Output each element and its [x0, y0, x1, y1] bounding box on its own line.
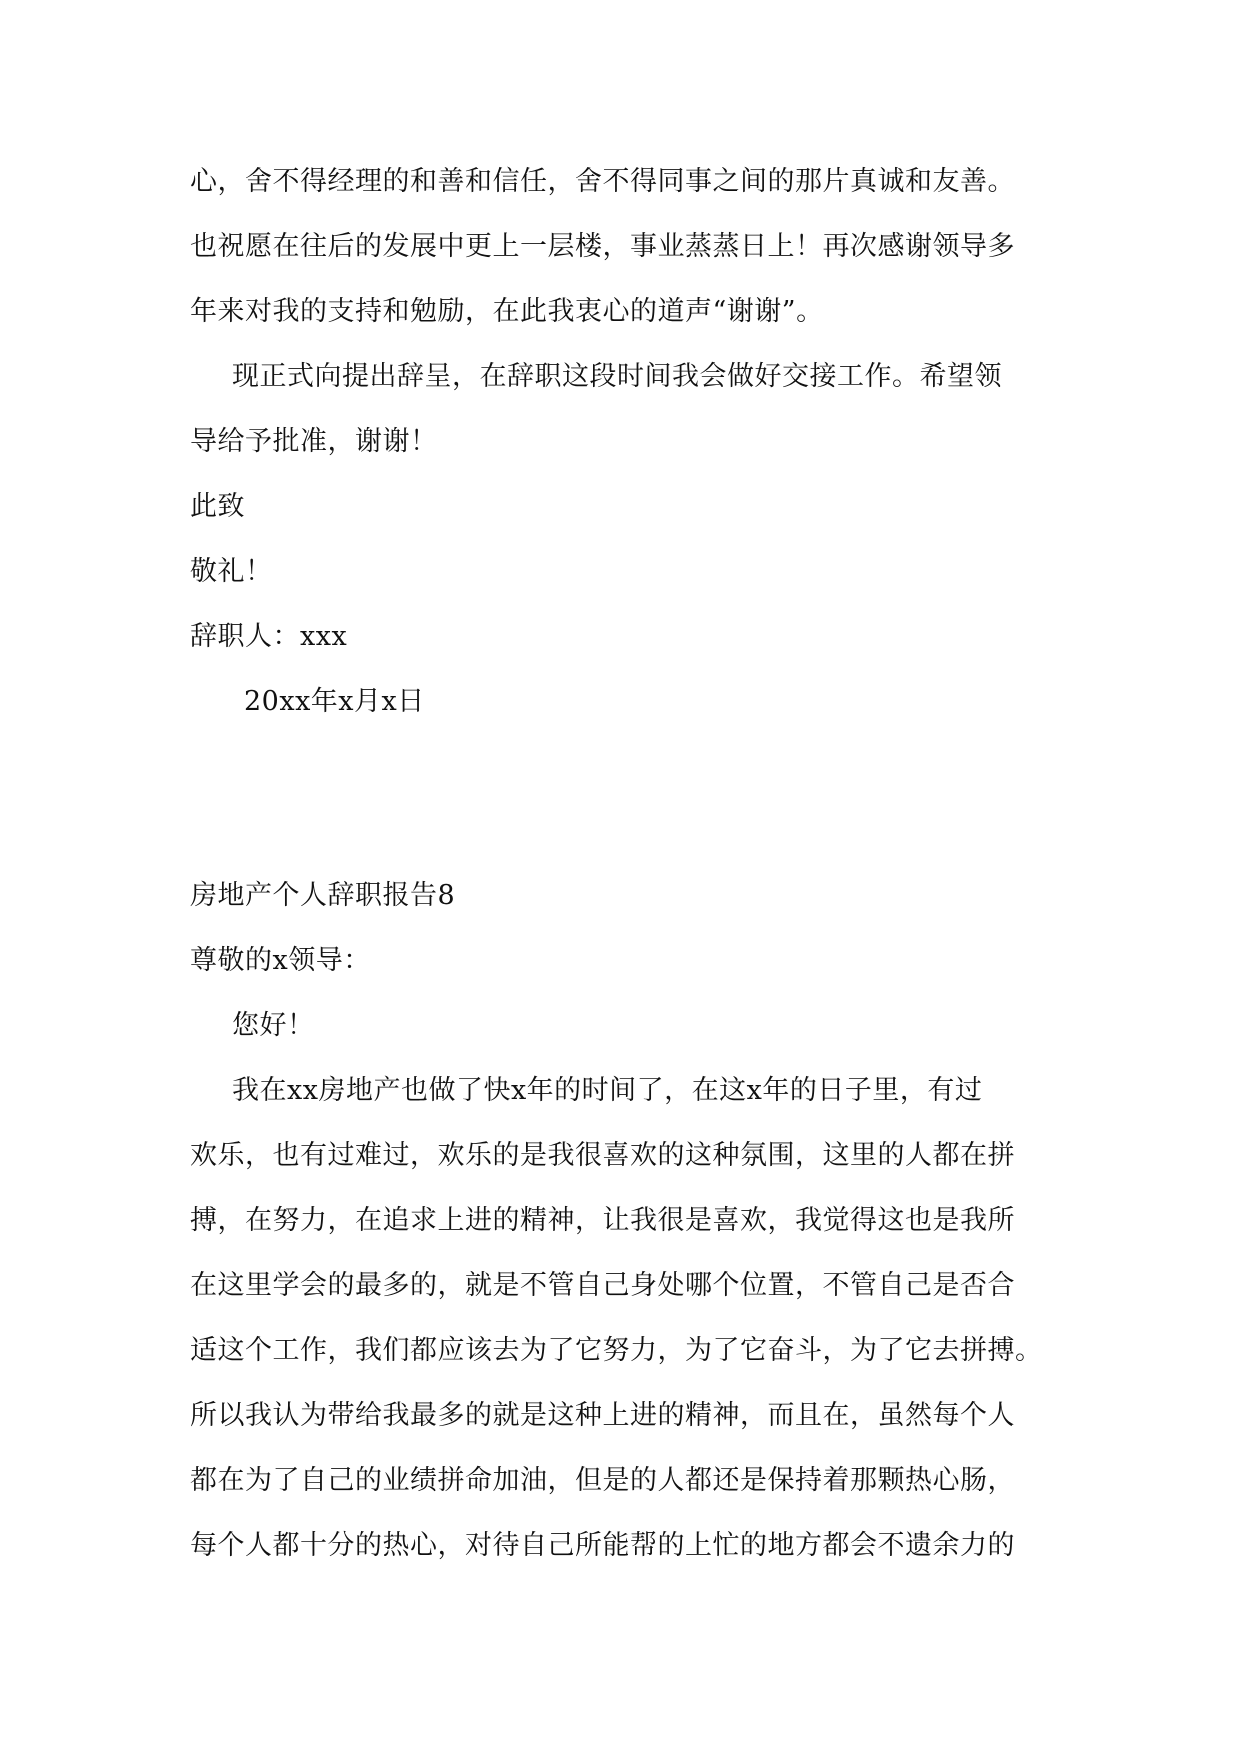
salute-text: 敬礼！ — [190, 556, 273, 587]
text-line: 适这个工作，我们都应该去为了它努力，为了它奋斗，为了它去拼搏。 — [190, 1335, 1043, 1366]
text-line: 心，舍不得经理的和善和信任，舍不得同事之间的那片真诚和友善。 — [190, 166, 1015, 197]
greeting-text: 您好！ — [232, 1010, 315, 1041]
salutation-text: 尊敬的x领导： — [190, 945, 371, 976]
text-line: 导给予批准，谢谢！ — [190, 426, 438, 457]
text-line: 我在xx房地产也做了快x年的时间了，在这x年的日子里，有过 — [232, 1075, 983, 1106]
signature-text: 辞职人：xxx — [190, 621, 348, 652]
text-line: 每个人都十分的热心，对待自己所能帮的上忙的地方都会不遗余力的 — [190, 1530, 1015, 1561]
text-line: 都在为了自己的业绩拼命加油，但是的人都还是保持着那颗热心肠， — [190, 1465, 1015, 1496]
text-line: 搏，在努力，在追求上进的精神，让我很是喜欢，我觉得这也是我所 — [190, 1205, 1015, 1236]
text-line: 现正式向提出辞呈，在辞职这段时间我会做好交接工作。希望领 — [232, 361, 1002, 392]
section-title: 房地产个人辞职报告8 — [190, 880, 456, 911]
text-line: 在这里学会的最多的，就是不管自己身处哪个位置，不管自己是否合 — [190, 1270, 1015, 1301]
date-text: 20xx年x月x日 — [244, 686, 425, 717]
closing-text: 此致 — [190, 491, 245, 522]
text-line: 所以我认为带给我最多的就是这种上进的精神，而且在，虽然每个人 — [190, 1400, 1015, 1431]
text-line: 也祝愿在往后的发展中更上一层楼，事业蒸蒸日上！再次感谢领导多 — [190, 231, 1015, 262]
text-line: 年来对我的支持和勉励，在此我衷心的道声“谢谢”。 — [190, 296, 824, 327]
text-line: 欢乐，也有过难过，欢乐的是我很喜欢的这种氛围，这里的人都在拼 — [190, 1140, 1015, 1171]
